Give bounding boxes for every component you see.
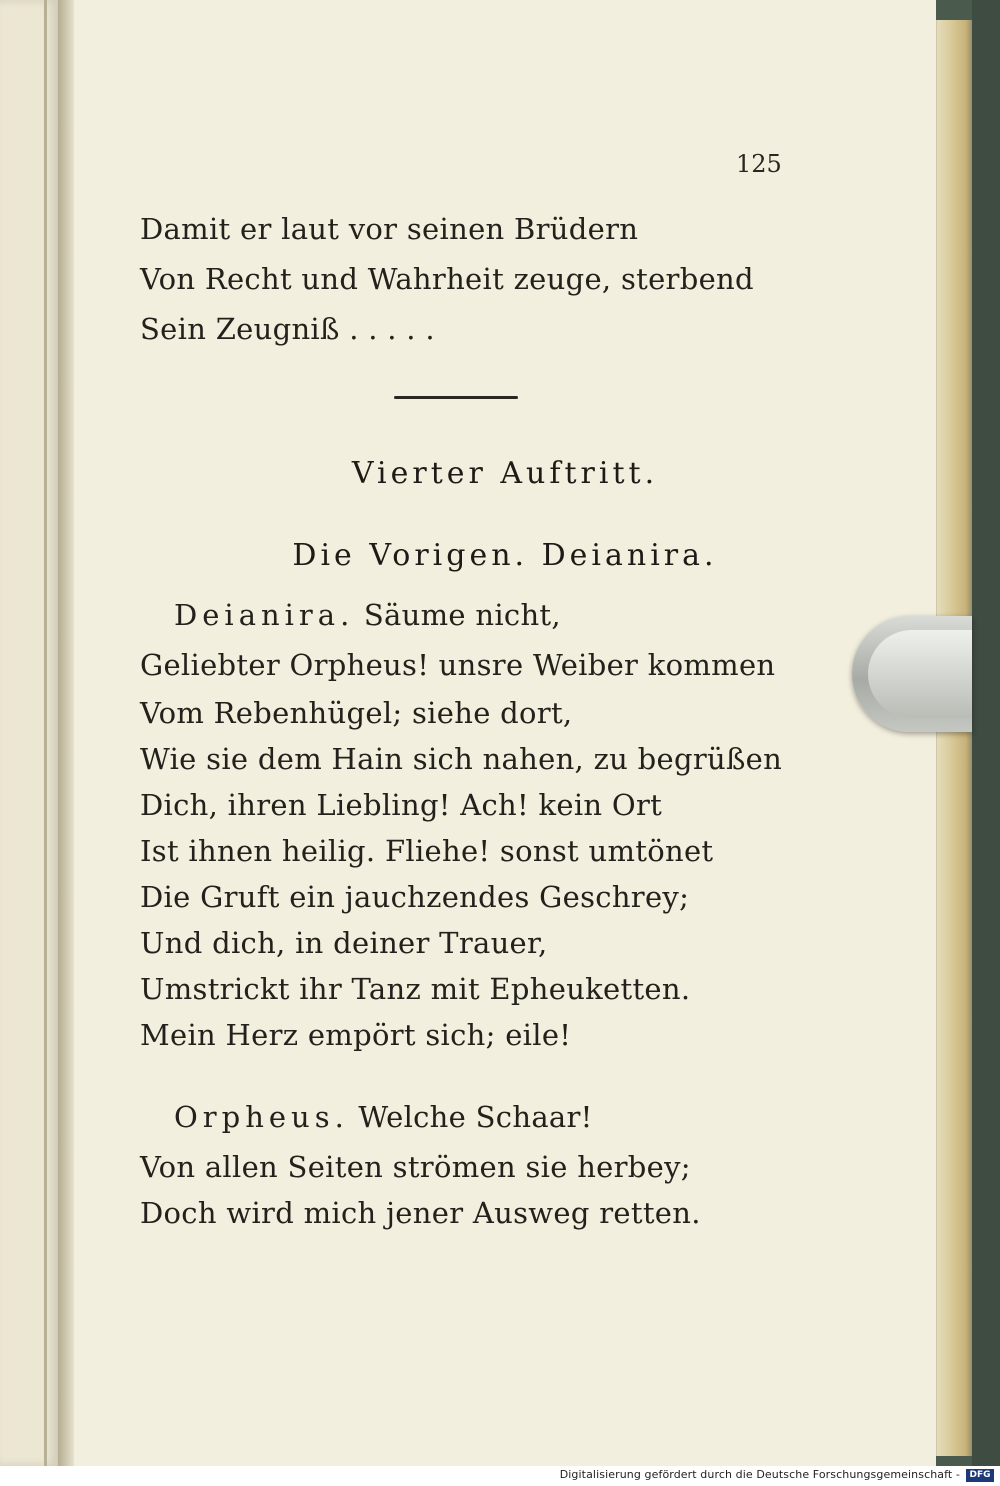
verse-line: Und dich, in deiner Trauer, <box>140 926 548 960</box>
verse-line: Vom Rebenhügel; siehe dort, <box>140 696 573 730</box>
verse-line: Wie sie dem Hain sich nahen, zu begrüßen <box>140 742 783 776</box>
page-number: 125 <box>736 150 782 178</box>
section-rule <box>394 396 518 399</box>
background-right <box>972 0 1000 1466</box>
speech-opening: Welche Schaar! <box>358 1100 593 1134</box>
speaker-deianira: Deianira. <box>174 598 355 632</box>
speech-opening: Säume nicht, <box>363 598 561 632</box>
verse-line: Mein Herz empört sich; eile! <box>140 1018 572 1052</box>
footer-bar <box>0 1466 1000 1486</box>
verse-line: Von Recht und Wahrheit zeuge, sterbend <box>140 262 754 296</box>
dfg-logo: DFG <box>966 1469 994 1482</box>
page-edges <box>936 20 973 1456</box>
footer-credit: Digitalisierung gefördert durch die Deutsche Forschungsgemeinschaft - <box>559 1468 960 1481</box>
left-page <box>0 0 60 1466</box>
verse-line: Dich, ihren Liebling! Ach! kein Ort <box>140 788 663 822</box>
speaker-orpheus: Orpheus. <box>174 1100 349 1134</box>
verse-line: Damit er laut vor seinen Brüdern <box>140 212 639 246</box>
characters-line: Die Vorigen. Deianira. <box>292 538 718 573</box>
book-gutter <box>58 0 74 1466</box>
verse-line: Doch wird mich jener Ausweg retten. <box>140 1196 701 1230</box>
verse-line: Geliebter Orpheus! unsre Weiber kommen <box>140 648 776 682</box>
page-clip-highlight <box>868 630 972 718</box>
scene-heading: Vierter Auftritt. <box>351 456 659 491</box>
verse-line: Umstrickt ihr Tanz mit Epheuketten. <box>140 972 691 1006</box>
verse-line: Sein Zeugniß . . . . . <box>140 312 435 346</box>
speech-first-line <box>174 1100 593 1134</box>
left-page-edge <box>44 0 47 1466</box>
speech-first-line <box>174 598 561 632</box>
verse-line: Von allen Seiten strömen sie herbey; <box>140 1150 691 1184</box>
page-clip <box>852 616 972 732</box>
verse-line: Die Gruft ein jauchzendes Geschrey; <box>140 880 690 914</box>
verse-line: Ist ihnen heilig. Fliehe! sonst umtönet <box>140 834 714 868</box>
